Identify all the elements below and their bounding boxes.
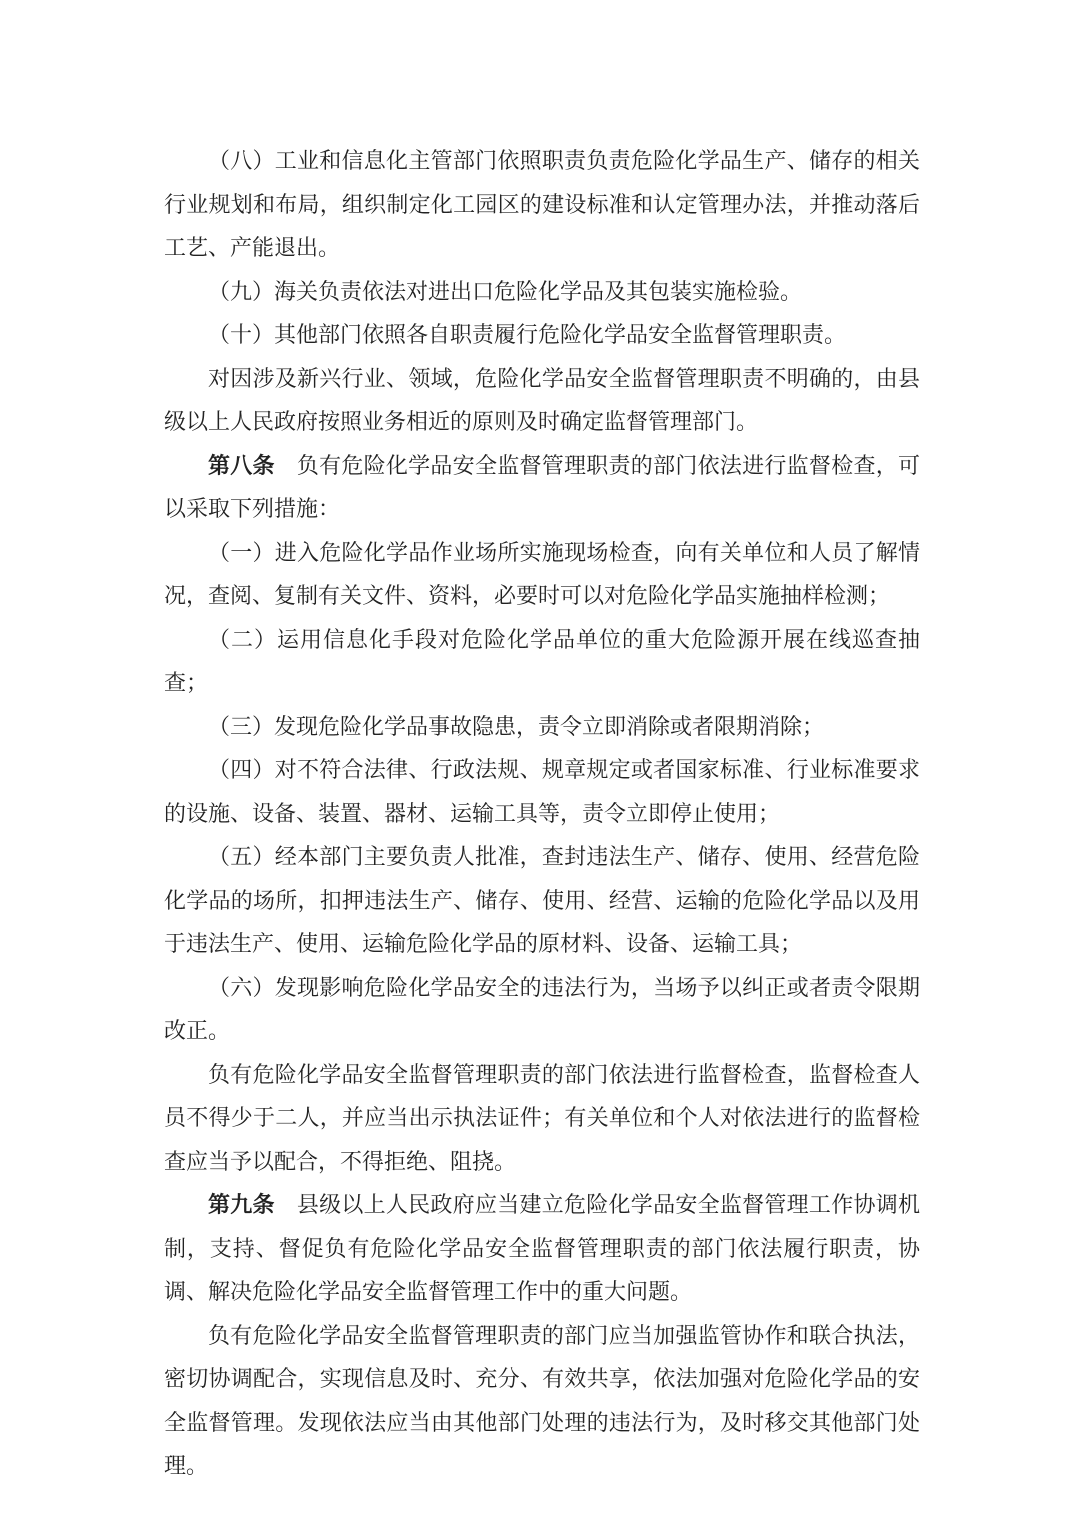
measure-2: （二）运用信息化手段对危险化学品单位的重大危险源开展在线巡查抽查；: [164, 627, 920, 696]
article-9-heading: 第九条: [208, 1193, 275, 1218]
document-body: [164, 140, 920, 1489]
measure-1: （一）进入危险化学品作业场所实施现场检查，向有关单位和人员了解情况，查阅、复制有关文件、资料，必要时可以对危险化学品实施抽样检测；: [164, 540, 920, 609]
paragraph-9: （九）海关负责依法对进出口危险化学品及其包装实施检验。: [208, 279, 803, 305]
measure-6: （六）发现影响危险化学品安全的违法行为，当场予以纠正或者责令限期改正。: [164, 975, 920, 1044]
paragraph-unclear-duties: 对因涉及新兴行业、领域，危险化学品安全监督管理职责不明确的，由县级以上人民政府按照业务相近的原则及时确定监督管理部门。: [164, 366, 920, 435]
article-9: 第九条 县级以上人民政府应当建立危险化学品安全监督管理工作协调机制，支持、督促负有危险化学品安全监督管理职责的部门依法履行职责，协调、解决危险化学品安全监督管理工作中的重大问题。: [164, 1193, 920, 1305]
measure-5: （五）经本部门主要负责人批准，查封违法生产、储存、使用、经营危险化学品的场所，扣押违法生产、储存、使用、经营、运输的危险化学品以及用于违法生产、使用、运输危险化学品的原材料、设备、运输工具；: [164, 845, 920, 957]
inspection-requirements: 负有危险化学品安全监督管理职责的部门依法进行监督检查，监督检查人员不得少于二人，并应当出示执法证件；有关单位和个人对依法进行的监督检查应当予以配合，不得拒绝、阻挠。: [164, 1062, 920, 1175]
coordination-paragraph: 负有危险化学品安全监督管理职责的部门应当加强监管协作和联合执法，密切协调配合，实现信息及时、充分、有效共享，依法加强对危险化学品的安全监督管理。发现依法应当由其他部门处理的违法行为，及时移交其他部门处理。: [164, 1323, 920, 1479]
measure-4: （四）对不符合法律、行政法规、规章规定或者国家标准、行业标准要求的设施、设备、装置、器材、运输工具等，责令立即停止使用；: [164, 758, 920, 827]
paragraph-10: （十）其他部门依照各自职责履行危险化学品安全监督管理职责。: [208, 323, 847, 348]
measure-3: （三）发现危险化学品事故隐患，责令立即消除或者限期消除；: [208, 714, 825, 740]
article-8: 第八条 负有危险化学品安全监督管理职责的部门依法进行监督检查，可以采取下列措施：: [164, 453, 920, 522]
paragraph-8: （八）工业和信息化主管部门依照职责负责危险化学品生产、储存的相关行业规划和布局，组织制定化工园区的建设标准和认定管理办法，并推动落后工艺、产能退出。: [164, 149, 920, 261]
article-8-heading: 第八条: [208, 453, 275, 479]
